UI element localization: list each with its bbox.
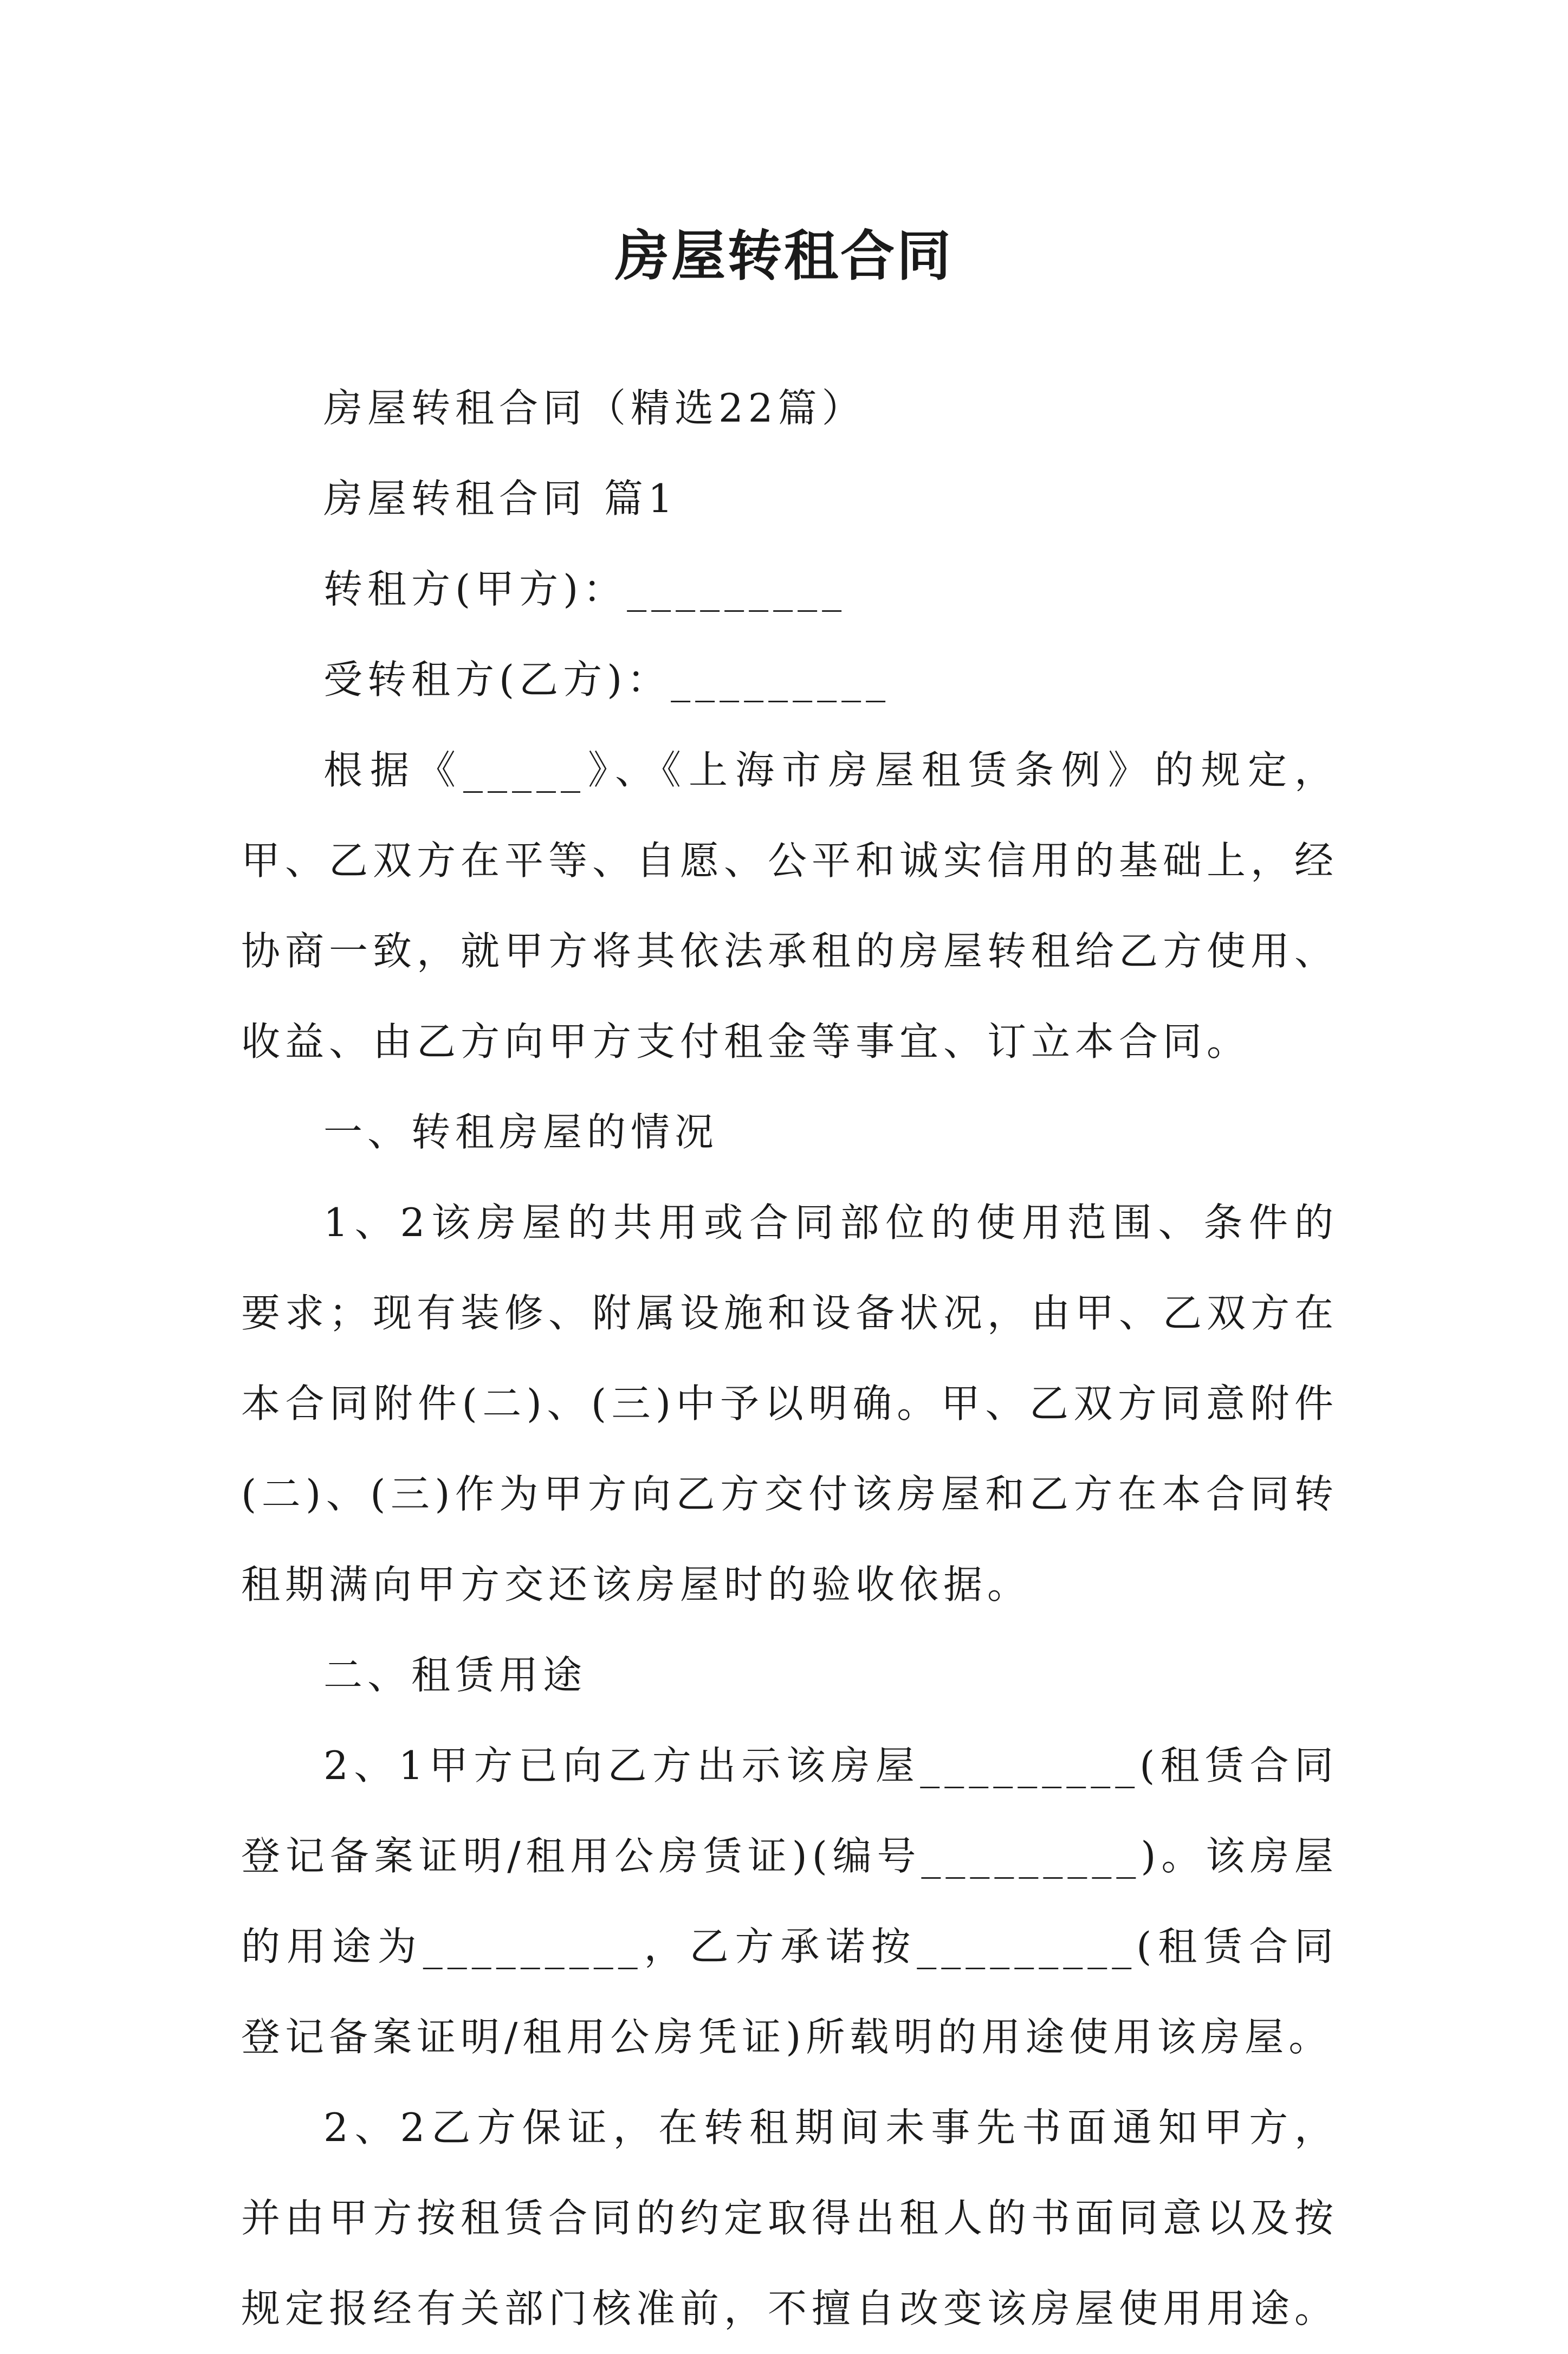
paragraph-party-a: 转租方(甲方)：_________	[323, 566, 847, 612]
paragraph-section-heading: 房屋转租合同 篇1	[323, 476, 678, 521]
document-body	[241, 363, 1338, 2354]
paragraph-subtitle: 房屋转租合同（精选22篇）	[323, 385, 866, 431]
paragraph-clause-2-2: 2、2乙方保证，在转租期间未事先书面通知甲方，并由甲方按租赁合同的约定取得出租人的书面同意以及按规定报经有关部门核准前，不擅自改变该房屋使用用途。	[241, 2105, 1339, 2331]
document-title: 房屋转租合同	[615, 224, 953, 288]
heading-section-1: 一、转租房屋的情况	[323, 1109, 719, 1155]
paragraph-clause-1-2: 1、2该房屋的共用或合同部位的使用范围、条件的要求；现有装修、附属设施和设备状况，由甲、乙双方在本合同附件(二)、(三)中予以明确。甲、乙双方同意附件(二)、(三)作为甲方向乙方交付该房屋和乙方在本合同转租期满向甲方交还该房屋时的验收依据。	[241, 1200, 1339, 1607]
paragraph-preamble: 根据《_____》、《上海市房屋租赁条例》的规定，甲、乙双方在平等、自愿、公平和诚实信用的基础上，经协商一致，就甲方将其依法承租的房屋转租给乙方使用、收益、由乙方向甲方支付租金等事宜、订立本合同。	[241, 747, 1339, 1064]
heading-section-2: 二、租赁用途	[323, 1652, 587, 1698]
paragraph-party-b: 受转租方(乙方)：_________	[323, 657, 891, 702]
paragraph-clause-2-1: 2、1甲方已向乙方出示该房屋_________(租赁合同登记备案证明/租用公房赁证)(编号_________)。该房屋的用途为_________，乙方承诺按_________(租赁合同登记备案证明/租用公房凭证)所载明的用途使用该房屋。	[241, 1743, 1338, 2060]
